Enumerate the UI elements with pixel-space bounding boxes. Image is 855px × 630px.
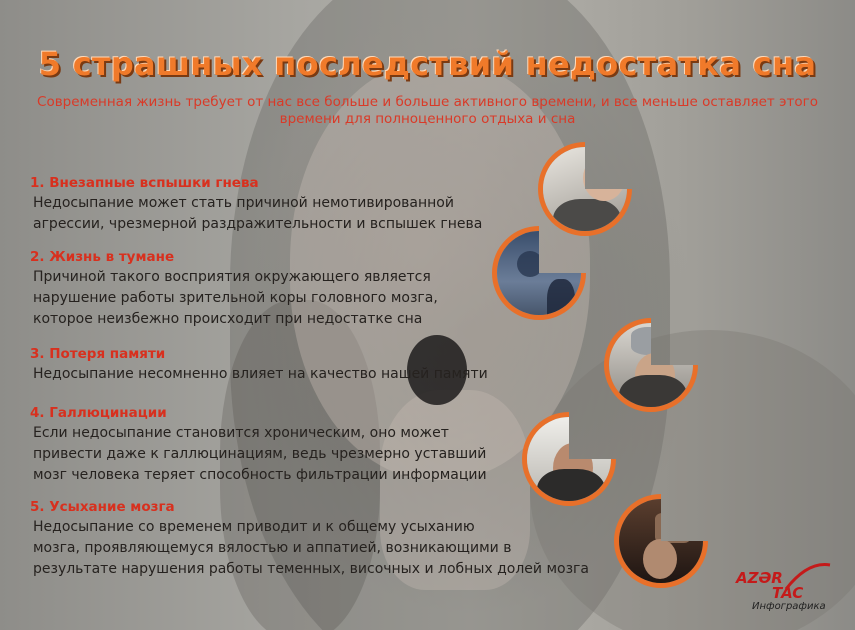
item-text: Недосыпание со временем приводит и к общему усыханию мозга, проявляющемуся вялостью и аппатией, возникающими в результате нарушения работы теменных, височных и лобных долей мозга <box>33 519 589 577</box>
page-title: 5 страшных последствий недостатка сна <box>38 45 817 83</box>
item-text: Если недосыпание становится хроническим, оно может привести даже к галлюцинациям, ведь чрезмерно уставший мозг человека теряет способность фильтрации информации <box>33 425 487 483</box>
item-text: Недосыпание несомненно влияет на качество нашей памяти <box>33 366 488 382</box>
item-heading: 3. Потеря памяти <box>30 346 166 362</box>
page-subtitle: Современная жизнь требует от нас все больше и больше активного времени, и все меньше оставляет этого времени для полноценного отдыха и сна <box>37 94 818 127</box>
list-item-5 <box>30 499 630 580</box>
item-text: Причиной такого восприятия окружающего является нарушение работы зрительной коры головного мозга, которое неизбежно происходит при недостатке сна <box>33 269 438 327</box>
item-heading: 5. Усыхание мозга <box>30 499 175 515</box>
azertac-logo <box>736 557 836 617</box>
item-heading: 1. Внезапные вспышки гнева <box>30 175 259 191</box>
item-text: Недосыпание может стать причиной немотивированной агрессии, чрезмерной раздражительности и вспышек гнева <box>33 195 483 232</box>
logo-text-line1: AZƏR <box>736 569 783 587</box>
logo-caption: Инфографика <box>752 601 826 612</box>
logo-text-line2: TAC <box>772 584 804 602</box>
list-item-3 <box>30 346 630 385</box>
item-heading: 4. Галлюцинации <box>30 405 167 421</box>
item-heading: 2. Жизнь в тумане <box>30 249 175 265</box>
